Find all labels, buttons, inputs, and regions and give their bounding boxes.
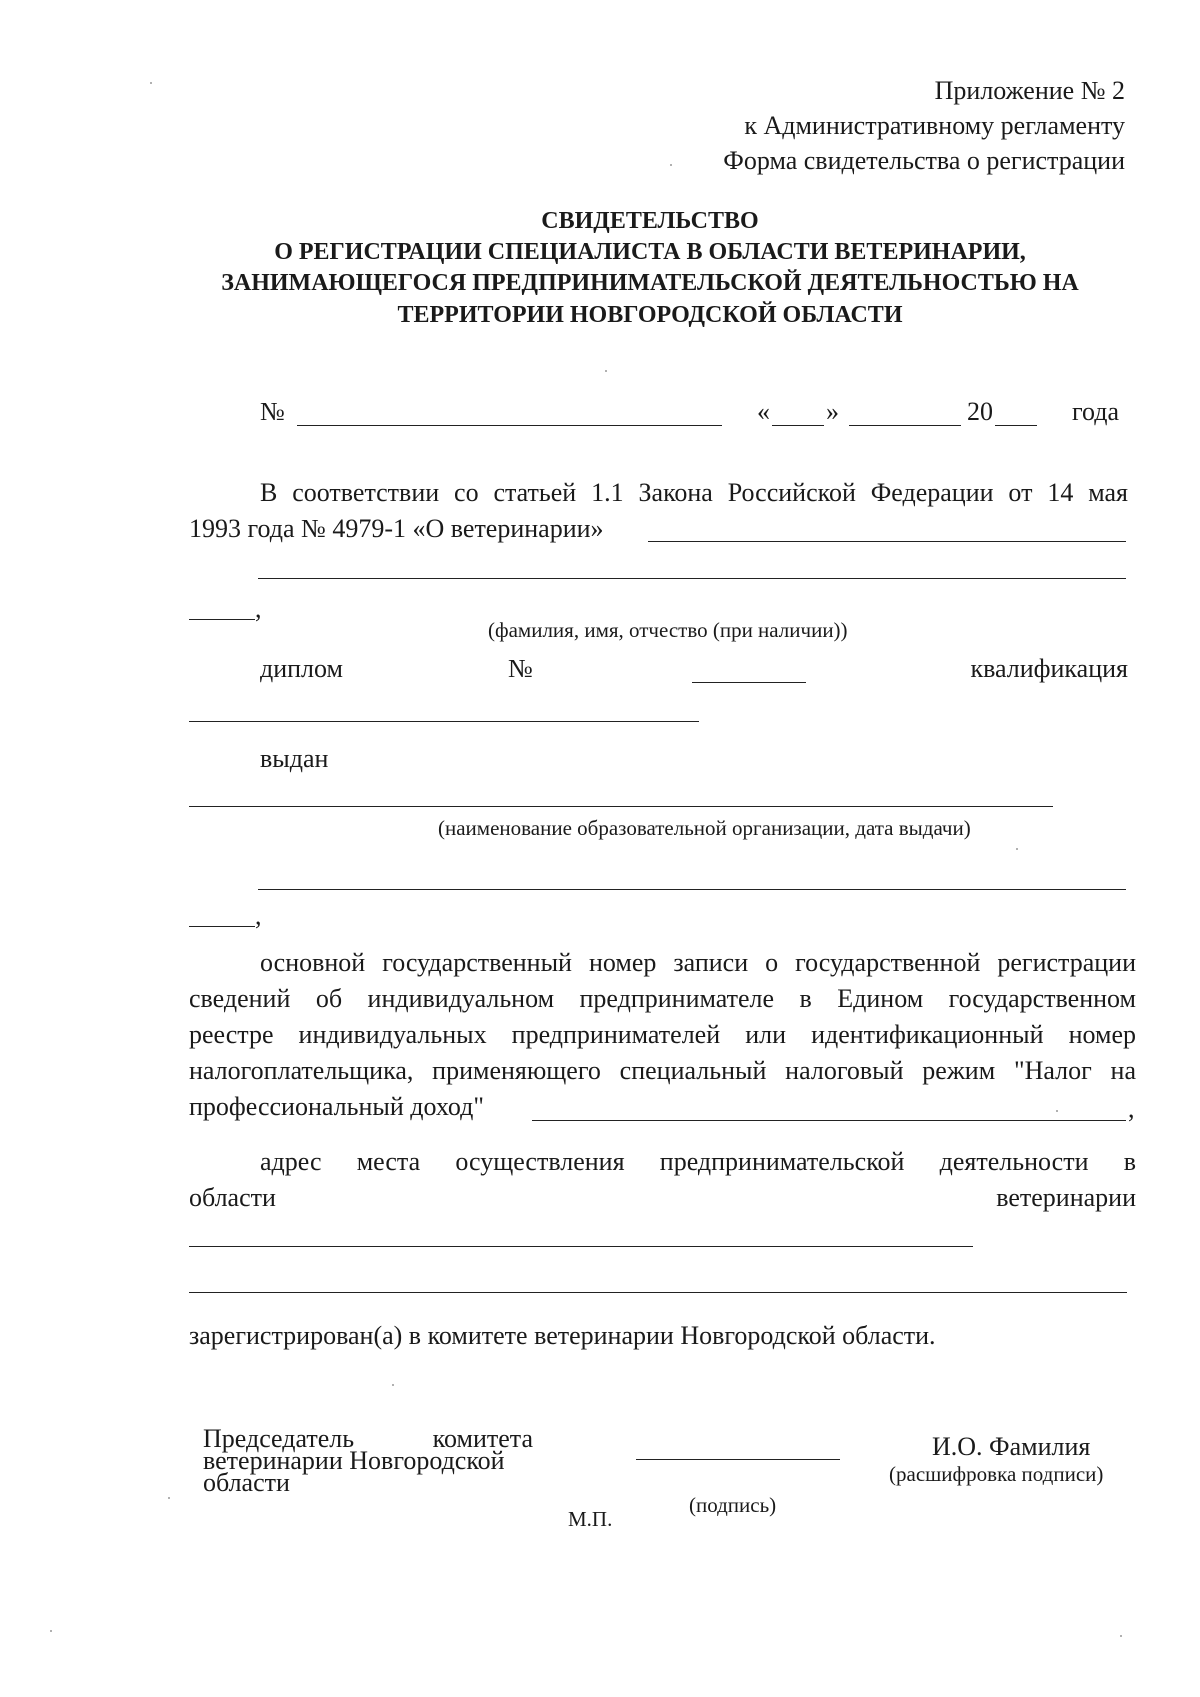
diploma-number-sign: №: [508, 654, 533, 683]
address-field-part2[interactable]: [189, 1292, 1127, 1293]
seal-label: М.П.: [568, 1507, 613, 1531]
signer-name: И.О. Фамилия: [932, 1432, 1091, 1461]
chairman-position-line3: области: [203, 1468, 290, 1497]
fio-field-part3[interactable]: [189, 619, 255, 620]
date-year-prefix: 20: [967, 397, 993, 426]
ogrn-line5: профессиональный доход": [189, 1092, 484, 1121]
scan-speck: [50, 1630, 52, 1632]
issued-label: выдан: [260, 744, 329, 773]
ogrn-line1: основной государственный номер записи о государственной регистрации: [260, 948, 1136, 977]
address-line1: адрес места осуществления предпринимательской деятельности в: [260, 1147, 1136, 1176]
appendix-label: Приложение № 2: [934, 76, 1125, 105]
signature-field[interactable]: [636, 1459, 840, 1460]
law-paragraph-line2: 1993 года № 4979-1 «О ветеринарии»: [189, 514, 604, 543]
date-month-field[interactable]: [849, 425, 961, 426]
registered-statement: зарегистрирован(а) в комитете ветеринарии Новгородской области.: [189, 1321, 936, 1350]
scan-speck: [392, 1384, 394, 1386]
ogrn-line4: налогоплательщика, применяющего специальный налоговый режим "Налог на: [189, 1056, 1136, 1085]
signer-name-caption: (расшифровка подписи): [889, 1462, 1104, 1486]
issued-field-part1[interactable]: [189, 806, 1053, 807]
ogrn-line2: сведений об индивидуальном предпринимателе в Едином государственном: [189, 984, 1136, 1013]
issued-caption: (наименование образовательной организации, дата выдачи): [438, 816, 971, 840]
document-title-line1: СВИДЕТЕЛЬСТВО: [541, 208, 759, 234]
document-title-line4: ТЕРРИТОРИИ НОВГОРОДСКОЙ ОБЛАСТИ: [397, 302, 903, 328]
form-name-label: Форма свидетельства о регистрации: [723, 146, 1125, 175]
regulation-label: к Административному регламенту: [744, 111, 1125, 140]
address-line2-left: области: [189, 1183, 276, 1212]
ogrn-comma: ,: [1128, 1094, 1135, 1123]
issued-field-part2[interactable]: [258, 889, 1126, 890]
certificate-number-sign: №: [260, 397, 285, 426]
ogrn-field[interactable]: [532, 1120, 1126, 1121]
scan-speck: [1056, 1110, 1058, 1112]
date-open-quote: «: [757, 397, 770, 426]
fio-field-part2[interactable]: [258, 578, 1126, 579]
date-year-field[interactable]: [995, 425, 1037, 426]
address-field-part1[interactable]: [189, 1246, 973, 1247]
diploma-label: диплом: [260, 654, 343, 683]
document-title-line2: О РЕГИСТРАЦИИ СПЕЦИАЛИСТА В ОБЛАСТИ ВЕТЕРИНАРИИ,: [274, 239, 1026, 265]
fio-field-part1[interactable]: [648, 541, 1126, 542]
fio-comma: ,: [255, 594, 262, 623]
chairman-position-line1: Председатель комитета: [203, 1424, 533, 1453]
document-title-line3: ЗАНИМАЮЩЕГОСЯ ПРЕДПРИНИМАТЕЛЬСКОЙ ДЕЯТЕЛЬНОСТЬЮ НА: [221, 270, 1079, 296]
chairman-position-line2: ветеринарии Новгородской: [203, 1446, 505, 1475]
signature-caption: (подпись): [689, 1493, 777, 1517]
fio-caption: (фамилия, имя, отчество (при наличии)): [488, 618, 848, 642]
scan-speck: [670, 164, 672, 166]
ogrn-line3: реестре индивидуальных предпринимателей или идентификационный номер: [189, 1020, 1136, 1049]
scan-speck: [605, 370, 607, 372]
scan-speck: [1120, 1635, 1122, 1637]
qualification-label: квалификация: [970, 654, 1128, 683]
address-line2-right: ветеринарии: [996, 1183, 1136, 1212]
qualification-field[interactable]: [189, 721, 699, 722]
certificate-number-field[interactable]: [297, 425, 722, 426]
date-year-word: года: [1072, 397, 1120, 426]
scan-speck: [1016, 848, 1018, 850]
date-day-field[interactable]: [772, 425, 824, 426]
issued-comma: ,: [255, 901, 262, 930]
scan-speck: [150, 82, 152, 84]
law-paragraph-line1: В соответствии со статьей 1.1 Закона Российской Федерации от 14 мая: [260, 478, 1128, 507]
date-close-quote: »: [826, 397, 839, 426]
diploma-number-field[interactable]: [692, 682, 806, 683]
scan-speck: [168, 1497, 170, 1499]
issued-field-part3[interactable]: [189, 926, 255, 927]
